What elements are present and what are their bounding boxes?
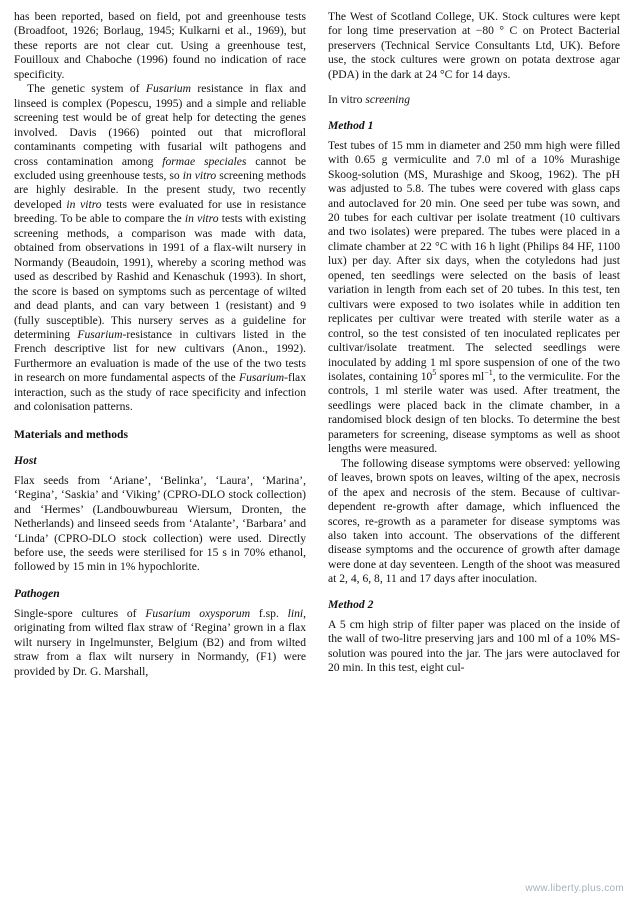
paragraph-pathogen <box>14 607 306 679</box>
text-run: -resistance in cultivars listed in the French descriptive list for new cultivars (Anon., 1992). Furthermore an evaluation is made of the use of the two tests in research on more fundamental aspects of the <box>14 327 306 385</box>
subsection-heading-method-1: Method 1 <box>328 118 374 132</box>
paragraph-host: Flax seeds from ‘Ariane’, ‘Belinka’, ‘Laura’, ‘Marina’, ‘Regina’, ‘Saskia’ and ‘Viking’ (CPRO-DLO stock collection) and ‘Hermes’ (Landbouwbureau Wiersum, Dronten, the Netherlands) and linseed seeds from ‘Atalante’, ‘Barbara’ and ‘Linda’ (CPRO-DLO stock collection) were used. Directly before use, the seeds were sterilised for 15 s in 70% ethanol, followed by 15 min in 1% hypochlorite. <box>14 473 306 574</box>
italic-formae-speciales: formae speciales <box>162 154 247 168</box>
paragraph-disease-symptoms: The following disease symptoms were observed: yellowing of leaves, brown spots on leaves, wilting of the apex, necrosis of the apex and necrosis of the stem. Because of cultivar-dependent re-growth after damage, which influenced the scores, re-growth as a parameter for disease symptoms was also taken into account. The observations of the different disease symptoms and the occurence of growth after damage were done at day seventeen. Length of the shoot was measured at 2, 4, 6, 8, 11 and 17 days after inoculation. <box>328 456 620 586</box>
text-run: f.sp. <box>250 606 288 620</box>
left-column <box>14 10 306 894</box>
text-run: In vitro <box>328 93 366 107</box>
text-run: Single-spore cultures of <box>14 606 146 620</box>
text-run: , to the vermiculite. For the controls, 1 ml sterile water was used. After treatment, the seedlings were placed back in the climate chamber, in a randomised block design of ten blocks. To determine the best parameters for screening, disease symptoms as well as shoot lengths were measured. <box>328 369 620 456</box>
subsection-heading-method-2: Method 2 <box>328 597 374 611</box>
two-column-body <box>14 10 626 894</box>
paragraph-method-2: A 5 cm high strip of filter paper was placed on the inside of the wall of two-litre preserving jars and 100 ml of a 10% MS-solution was poured into the jar. The jars were autoclaved for 20 min. In this test, eight cul- <box>328 617 620 675</box>
italic-in-vitro: in vitro <box>66 197 102 211</box>
heading-in-vitro-screening <box>328 93 620 107</box>
text-run: -flax interaction, such as the study of race specificity and infection and colonisation patterns. <box>14 371 306 414</box>
text-run: spores ml <box>436 369 485 383</box>
italic-lini: lini <box>287 606 304 620</box>
text-run: tests with existing screening methods, a comparison was made with data, obtained from observations in 1991 of a flax-wilt nursery in Normandy (Beaudoin, 1991), whereby a scoring method was used as described by Rashid and Kenaschuk (1993). In short, the score is based on symptoms such as percentage of wilted and dead plants, and can vary between 1 (resistant) and 9 (fully susceptible). This nursery serves as a guideline for determining <box>14 212 306 341</box>
text-run: , originating from wilted flax straw of ‘Regina’ grown in a flax wilt nursery in Ingelmunster, Belgium (B2) and from wilted straw from a flax wilt nursery in Normandy, (F1) were provided by Dr. G. Marshall, <box>14 606 307 678</box>
paragraph-genetic-system <box>14 82 306 414</box>
italic-fusarium: Fusarium <box>77 327 123 341</box>
section-heading-materials-and-methods: Materials and methods <box>14 427 129 441</box>
italic-in-vitro: in vitro <box>182 168 217 182</box>
text-run: tests were evaluated for use in resistance breeding. To be able to compare the <box>14 197 306 226</box>
paragraph-stock-cultures: The West of Scotland College, UK. Stock cultures were kept for long time preservation at −80 ° C on Protect Bacterial preservers (Technical Service Consultants Ltd, UK). Before use, the stock cultures were grown on potata dextrose agar (PDA) in the dark at 24 °C for 14 days. <box>328 10 620 81</box>
italic-fusarium-oxysporum: Fusarium oxysporum <box>145 606 251 620</box>
italic-in-vitro: in vitro <box>184 212 219 226</box>
text-run: resistance in flax and linseed is complex (Popescu, 1995) and a simple and reliable screening test would be of great help for detecting the genes involved. Davis (1966) pointed out that microfloral contaminants competing with fusarial wilt pathogens and cross contamination among <box>14 82 306 168</box>
right-column <box>328 10 620 894</box>
italic-fusarium: Fusarium <box>145 82 191 96</box>
superscript-exponent: −1 <box>484 368 493 378</box>
subsection-heading-pathogen: Pathogen <box>14 586 60 600</box>
text-run: screening methods are highly desirable. In the present study, two recently developed <box>14 168 306 211</box>
text-run: The genetic system of <box>27 82 146 96</box>
watermark-text: www.liberty.plus.com <box>525 883 624 894</box>
text-run: cannot be excluded using greenhouse tests, so <box>14 154 306 182</box>
superscript-exponent: 5 <box>432 368 437 378</box>
subsection-heading-host: Host <box>14 453 37 467</box>
paragraph-method-1 <box>328 139 620 457</box>
italic-screening: screening <box>365 93 411 107</box>
text-run: Test tubes of 15 mm in diameter and 250 mm high were filled with 0.65 g vermiculite and 7.0 ml of a 10% Murashige Skoog-solution (MS, Murashige and Skoog, 1962). The pH was adjusted to 5.8. The tubes were covered with glass caps and autoclaved for 20 min. One seed per tube was sown, and 20 tubes for each cultivar per isolate treatment (10 cultivars and two isolates) were prepared. The tubes were placed in a climate chamber at 22 °C with 16 h light (Philips 84 HF, 1100 lux) per day. After six days, when the cotyledons had just opened, ten seedlings were selected on the basis of least variation in length from each set of 20 tubes. In this test, ten cultivars were exposed to two isolates while in addition ten replicates per cultivar were treated with sterile water as a control, so the test consisted of ten inoculated replicates per cultivar/isolate treatment. The selected seedlings were inoculated by adding 1 ml spore suspension of one of the two isolates, containing 10 <box>328 138 620 383</box>
paragraph-continuation: has been reported, based on field, pot and greenhouse tests (Broadfoot, 1926; Borlaug, 1945; Kulkarni et al., 1969), but these reports are not clear cut. Using a greenhouse test, Fouilloux and Chaboche (1996) found no indication of race specificity. <box>14 10 306 81</box>
italic-fusarium: Fusarium <box>239 371 285 385</box>
